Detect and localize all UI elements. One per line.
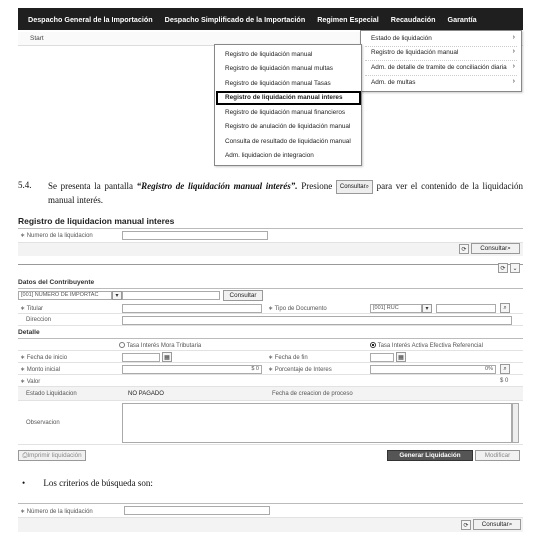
breadcrumb[interactable]: Start (30, 35, 44, 42)
consultar2-label: Consultar (229, 292, 257, 299)
consultar-label: Consultar (480, 245, 508, 252)
step-text-c: para ver el contenido de la liquidación manual interés. (48, 181, 524, 205)
chevron-right-icon: › (512, 63, 515, 70)
modificar-button[interactable] (475, 450, 520, 461)
nav-regimen-especial[interactable]: Regimen Especial (317, 14, 379, 24)
tipo-documento-select[interactable] (370, 304, 422, 313)
imprimir-liquidacion-button[interactable]: ⎙ Imprimir liquidación (18, 450, 86, 461)
form-title: Registro de liquidacion manual interes (18, 216, 175, 226)
titular-label-text: Titular (26, 306, 44, 312)
numero-row (18, 229, 523, 243)
monto-inicial-input[interactable] (122, 365, 262, 374)
menu-item[interactable]: Consulta de resultado de liquidación manual (225, 138, 351, 145)
numero-liquidacion-input[interactable] (122, 231, 268, 240)
step-text-a: Se presenta la pantalla (48, 181, 133, 191)
direccion-label: Direccion (26, 317, 52, 323)
chevron-right-icon: › (512, 34, 515, 41)
titular-label: ∗ Titular (20, 306, 44, 312)
search-icon[interactable]: ⌕ (500, 303, 510, 313)
datos-contribuyente-title: Datos del Contribuyente (18, 279, 95, 286)
bullet-item (22, 478, 153, 488)
menu-item[interactable]: Registro de liquidación manual (225, 51, 313, 58)
porcentaje-value: 0% (485, 366, 493, 372)
refresh-icon[interactable]: ⟳ (498, 263, 508, 273)
fecha-fin-label-text: Fecha de fin (274, 355, 308, 361)
inline-consultar-label: Consultar (339, 184, 366, 190)
menu-divider (365, 75, 517, 76)
divider (18, 288, 523, 289)
chevron-right-icon: › (512, 78, 515, 85)
generar-liquidacion-button[interactable] (387, 450, 473, 461)
numero-label-2-text: Número de la liquidación (26, 509, 93, 515)
numero-label-2: ∗ Número de la liquidación (20, 509, 93, 515)
consultar-button[interactable]: Consultar ⌕ (471, 243, 520, 254)
refresh-icon[interactable]: ⟳ (459, 244, 469, 254)
consultar-contribuyente-button[interactable] (223, 290, 263, 301)
tipo-documento-value: [001] RUC (373, 305, 399, 311)
search-icon[interactable]: ⌕ (500, 364, 510, 374)
menu-item-interes-selected[interactable]: Registro de liquidación manual interes (225, 94, 343, 101)
bullet-icon: • (22, 478, 26, 488)
valor-label: ∗ Valor (20, 379, 41, 385)
scrollbar[interactable] (512, 403, 519, 443)
menu-item[interactable]: Adm. liquidacion de integracion (225, 152, 314, 159)
valor-label-text: Valor (26, 379, 41, 385)
radio1-label: Tasa Interés Mora Tributaria (126, 343, 202, 349)
menu-divider (365, 60, 517, 61)
porcentaje-label-text: Porcentaje de Interes (274, 367, 332, 373)
menu-registro-liquidacion-manual[interactable]: Registro de liquidación manual (371, 49, 459, 56)
monto-label: ∗ Monto inicial (20, 367, 61, 373)
valor-value: $ 0 (500, 378, 509, 384)
id-type-select[interactable] (18, 291, 112, 300)
monto-label-text: Monto inicial (26, 367, 61, 373)
nav-garantia[interactable]: Garantía (447, 14, 477, 24)
numero-label-text: Numero de la liquidacion (26, 233, 93, 239)
id-type-value: [001] NUMERO DE IMPORTAC (21, 292, 99, 298)
titular-input[interactable] (122, 304, 262, 313)
documento-number-input[interactable] (436, 304, 496, 313)
direccion-input[interactable] (122, 316, 512, 325)
consultar-button-2[interactable]: Consultar ⌕ (473, 519, 521, 530)
fecha-fin-input[interactable] (370, 353, 394, 362)
estado-value: NO PAGADO (128, 391, 164, 397)
porcentaje-label: ∗ Porcentaje de Interes (268, 367, 332, 373)
calendar-icon[interactable]: ▦ (162, 352, 172, 362)
liquidacion-submenu (214, 44, 362, 166)
tipo-documento-label: ∗ Tipo de Documento (268, 306, 327, 312)
fecha-inicio-label-text: Fecha de inicio (26, 355, 68, 361)
estado-row (18, 387, 523, 401)
fecha-creacion-label: Fecha de creacion de proceso (272, 391, 353, 397)
chevron-right-icon: › (512, 48, 515, 55)
fecha-inicio-label: ∗ Fecha de inicio (20, 355, 68, 361)
radio2-label: Tasa Interés Activa Efectiva Referencial (377, 343, 483, 349)
dropdown-icon[interactable]: ▾ (422, 304, 432, 313)
generar-label: Generar Liquidación (399, 452, 461, 459)
menu-item[interactable]: Registro de liquidación manual Tasas (225, 80, 331, 87)
numero-label: ∗ Numero de la liquidacion (20, 233, 93, 239)
nav-recaudacion[interactable]: Recaudación (390, 14, 436, 24)
step-text-em: “Registro de liquidación manual interés”. (136, 181, 298, 191)
collapse-icon[interactable]: ⌄ (510, 263, 520, 273)
menu-estado-liquidacion[interactable]: Estado de liquidación (371, 35, 432, 42)
menu-divider (365, 46, 517, 47)
valor-row (18, 375, 523, 387)
menu-adm-multas[interactable]: Adm. de multas (371, 79, 416, 86)
observacion-textarea[interactable] (122, 403, 512, 443)
porcentaje-input[interactable] (370, 365, 496, 374)
consultar-label-2: Consultar (481, 521, 509, 528)
recaudacion-submenu (360, 30, 522, 92)
detalle-title: Detalle (18, 329, 40, 336)
imprimir-label: Imprimir liquidación (27, 452, 82, 459)
fecha-inicio-input[interactable] (122, 353, 160, 362)
numero-row-2 (18, 504, 523, 518)
menu-item[interactable]: Registro de anulación de liquidación manual (225, 123, 351, 130)
radio-mora-tributaria[interactable] (119, 342, 201, 349)
inline-consultar-button: Consultar⌕ (336, 180, 373, 194)
bullet-text: Los criterios de búsqueda son: (43, 478, 153, 488)
radio-empty-icon (119, 342, 125, 348)
radio-activa-efectiva[interactable] (370, 342, 483, 349)
estado-label: Estado Liquidacion (26, 391, 77, 397)
id-number-input[interactable] (122, 291, 220, 300)
menu-item[interactable]: Registro de liquidación manual financieros (225, 109, 346, 116)
search-toolbar (18, 243, 523, 256)
radio-selected-icon (370, 342, 376, 348)
step-number: 5.4. (18, 180, 32, 190)
menu-adm-detalle-tramite[interactable]: Adm. de detalle de tramite de conciliación diaria (371, 64, 507, 71)
dropdown-icon[interactable]: ▾ (112, 291, 122, 300)
modificar-label: Modificar (484, 452, 511, 459)
nav-despacho-general[interactable]: Despacho General de la Importación (28, 14, 153, 24)
menu-item[interactable]: Registro de liquidación manual multas (225, 65, 333, 72)
step-text-b: Presione (301, 181, 333, 191)
top-navigation-bar (18, 8, 523, 30)
monto-value: $ 0 (251, 366, 259, 372)
step-text (48, 180, 523, 206)
observacion-label: Observacion (26, 420, 60, 426)
refresh-icon[interactable]: ⟳ (461, 520, 471, 530)
search-toolbar-2 (18, 518, 523, 532)
divider (18, 264, 523, 265)
fecha-fin-label: ∗ Fecha de fin (268, 355, 308, 361)
nav-despacho-simplificado[interactable]: Despacho Simplificado de la Importación (164, 14, 306, 24)
numero-liquidacion-input-2[interactable] (124, 506, 270, 515)
calendar-icon[interactable]: ▦ (396, 352, 406, 362)
tipo-documento-label-text: Tipo de Documento (274, 306, 327, 312)
